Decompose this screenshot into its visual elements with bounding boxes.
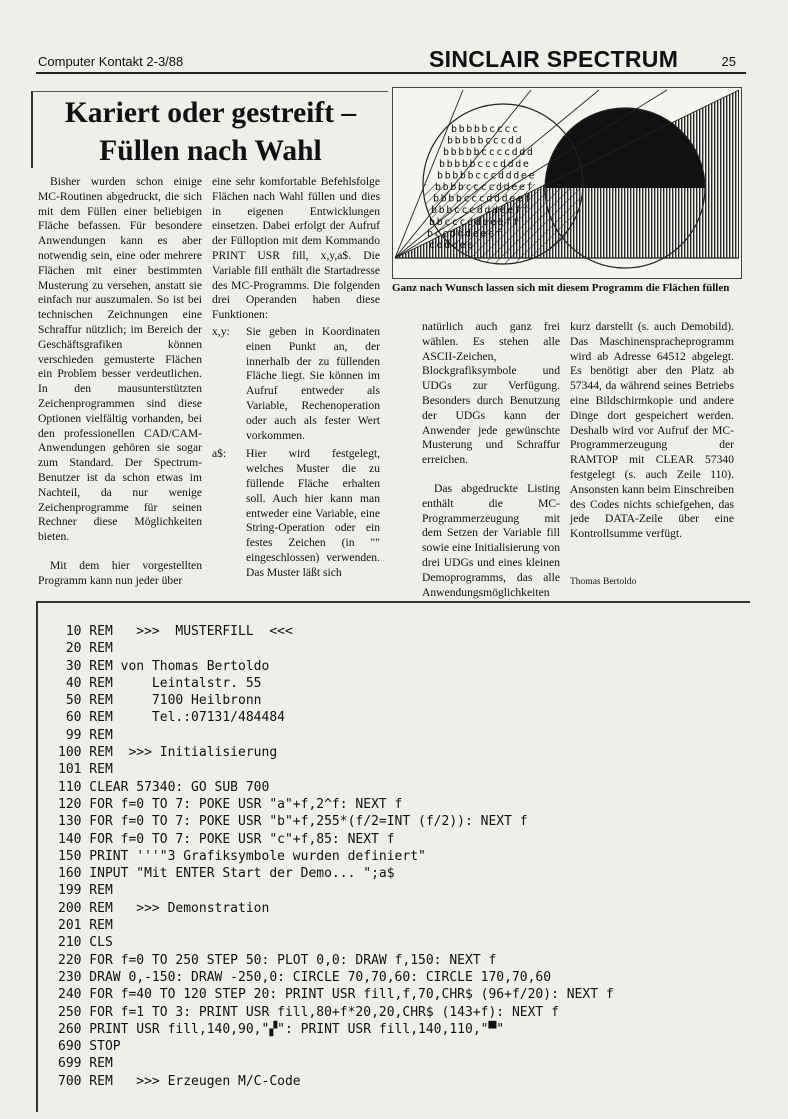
listing-line: 240 FOR f=40 TO 120 STEP 20: PRINT USR fill,f,70,CHR$ (96+f/20): NEXT f [58,987,614,1003]
pattern-row: bbbbbcccdd [447,135,524,147]
listing-line: 200 REM >>> Demonstration [58,900,270,916]
fill-demo-graphic [393,88,741,278]
listing-line: 130 FOR f=0 TO 7: POKE USR "b"+f,255*(f/2=INT (f/2)): NEXT f [58,814,528,830]
listing-lines [58,623,614,1090]
listing-line: 60 REM Tel.:07131/484484 [58,710,285,726]
listing-line: 160 INPUT "Mit ENTER Start der Demo... ";a$ [58,866,395,882]
program-listing [36,601,750,1112]
demo-figure [392,87,742,279]
listing-line: 250 FOR f=1 TO 3: PRINT USR fill,80+f*20,20,CHR$ (143+f): NEXT f [58,1004,559,1020]
paragraph: natürlich auch ganz frei wählen. Es stehen alle ASCII-Zeichen, Blockgrafiksymbole und UDGs zur Verfügung. Besonders durch Benutzung der UDGs kann der Anwender jede gewünschte Musterung und Schraffur erreichen. [422,320,560,467]
figure-caption: Ganz nach Wunsch lassen sich mit diesem Programm die Flächen füllen [392,282,730,294]
listing-line: 20 REM [58,641,113,657]
listing-line: 140 FOR f=0 TO 7: POKE USR "c"+f,85: NEXT f [58,831,395,847]
paragraph: Mit dem hier vorgestellten Programm kann nun jeder über [38,558,202,587]
header-rule [36,72,746,74]
listing-line: 40 REM Leintalstr. 55 [58,675,262,691]
operand-description: Hier wird festgelegt, welches Muster die zu füllende Fläche erhalten soll. Auch hier kann man entweder eine Variable, eine String-Operation oder ein festes Zeichen (in "" eingeschlossen) verwenden. Das Muster läßt sich [246,447,380,579]
listing-line: 210 CLS [58,935,113,951]
paragraph: Das abgedruckte Listing enthält die MC-Programmerzeugung mit dem Setzen der Variable fill sowie eine Initialisierung von drei UDGs und eines kleinen Demoprogramms, das alle Anwendungsmöglichkeiten [422,481,560,599]
listing-line: 690 STOP [58,1039,121,1055]
page-header [36,46,746,74]
column-1 [38,175,202,589]
headline-line-2: Füllen nach Wahl [99,135,322,167]
operand-description: Sie geben in Koordinaten einen Punkt an, der innerhalb der zu füllenden Fläche liegt. Sie können im Aufruf entweder als Variable, Rechenoperation oder auch als fester Wert vorkommen. [246,324,380,442]
listing-line: 199 REM [58,883,113,899]
operand-term: x,y: [212,324,230,338]
paragraph: Bisher wurden schon einige MC-Routinen abgedruckt, die sich mit dem Füllen einer beliebigen Fläche befassen. Für besondere Anwendungen kann es aber notwendig sein, eine oder mehrere Flächen mit einer bestimmten Musterung zu versehen, anstatt sie einfach nur auszumalen. So ist bei technischen Zeichnungen eine Schraffur nützlich; im Bereich der Geschäftsgrafiken können verschieden gemusterte Flächen ein Problem besser verdeutlichen. In den mausunterstützten Zeichenprogrammen sind diese Optionen vielfältig vorhanden, bei den professionellen CAD/CAM-Anwendungen gehören sie sogar zum Standard. Der Spectrum-Benutzer ist da schon etwas im Nachteil, da nur wenige Zeichenprogramme für seinen Rechner diese Möglichkeiten bieten. [38,175,202,544]
page-number: 25 [721,54,736,69]
pattern-row: bbbbccccddeef [435,182,535,193]
listing-line: 260 PRINT USR fill,140,90,"▞": PRINT USR fill,140,110,"▀" [58,1021,505,1037]
column-2 [212,175,380,581]
listing-line: 50 REM 7100 Heilbronn [58,693,262,709]
operand-term: a$: [212,447,227,461]
headline-line-1: Kariert oder gestreift – [64,97,357,129]
paragraph: kurz darstellt (s. auch Demobild). Das Maschinenspracheprogramm wird ab Adresse 64512 abgelegt. Es benötigt aber den Platz ab 57344, da während seines Betriebs eine Bildschirmkopie und andere Dinge dort gespeichert werden. Deshalb wird vor Aufruf der MC-Programmerzeugung der RAMTOP mit CLEAR 57340 festgelegt (s. auch Zeile 110). Ansonsten kann beim Einschreiben des Codes nichts schiefgehen, das jede DATA-Zeile über eine Kontrollsumme verfügt. [570,320,734,541]
headline-box [31,91,388,168]
pattern-row: bbbbcccdddeef [433,193,533,205]
pattern-row: bccdddeeef [427,228,504,240]
listing-line: 150 PRINT '''"3 Grafiksymbole wurden definiert" [58,848,426,864]
pattern-row: bbcccddeeeff [429,216,521,228]
column-4 [570,320,734,542]
section-title: SINCLAIR SPECTRUM [429,46,679,72]
operand-xy [212,325,380,443]
listing-line: 230 DRAW 0,-150: DRAW -250,0: CIRCLE 70,70,60: CIRCLE 170,70,60 [58,969,552,985]
listing-line: 220 FOR f=0 TO 250 STEP 50: PLOT 0,0: DRAW f,150: NEXT f [58,952,497,968]
column-3 [422,320,560,600]
operand-a [212,447,380,580]
listing-line: 120 FOR f=0 TO 7: POKE USR "a"+f,2^f: NEXT f [58,796,403,812]
listing-line: 30 REM von Thomas Bertoldo [58,658,270,674]
listing-line: 700 REM >>> Erzeugen M/C-Code [58,1073,301,1089]
listing-line: 699 REM [58,1056,113,1072]
listing-line: 110 CLEAR 57340: GO SUB 700 [58,779,270,795]
pattern-row: bbbbbcccddde [439,158,531,170]
pattern-row: cdddee [429,240,475,251]
listing-line: 201 REM [58,918,113,934]
paragraph: eine sehr komfortable Befehlsfolge Flächen nach Wahl füllen und dies in eigenen Entwicklungen einsetzen. Dabei erfolgt der Aufruf der Fülloption mit dem Kommando PRINT USR fill, x,y,a$. Die Variable fill enthält die Startadresse des MC-Programms. Die folgenden drei Operanden haben diese Funktionen: [212,175,380,322]
magazine-issue: Computer Kontakt 2-3/88 [38,54,184,69]
pattern-row: bbbbbcccc [451,124,520,135]
listing-line: 99 REM [58,727,113,743]
listing-line: 100 REM >>> Initialisierung [58,745,278,761]
listing-line: 101 REM [58,762,113,778]
pattern-row: bbbbbcccdddee [437,170,537,182]
pattern-row: bbbcccdddeeff [431,205,531,217]
listing-line: 10 REM >>> MUSTERFILL <<< [58,624,293,639]
author-credit: Thomas Bertoldo [570,577,637,587]
pattern-row: bbbbbccccddd [443,147,535,159]
operand-list [212,325,380,581]
